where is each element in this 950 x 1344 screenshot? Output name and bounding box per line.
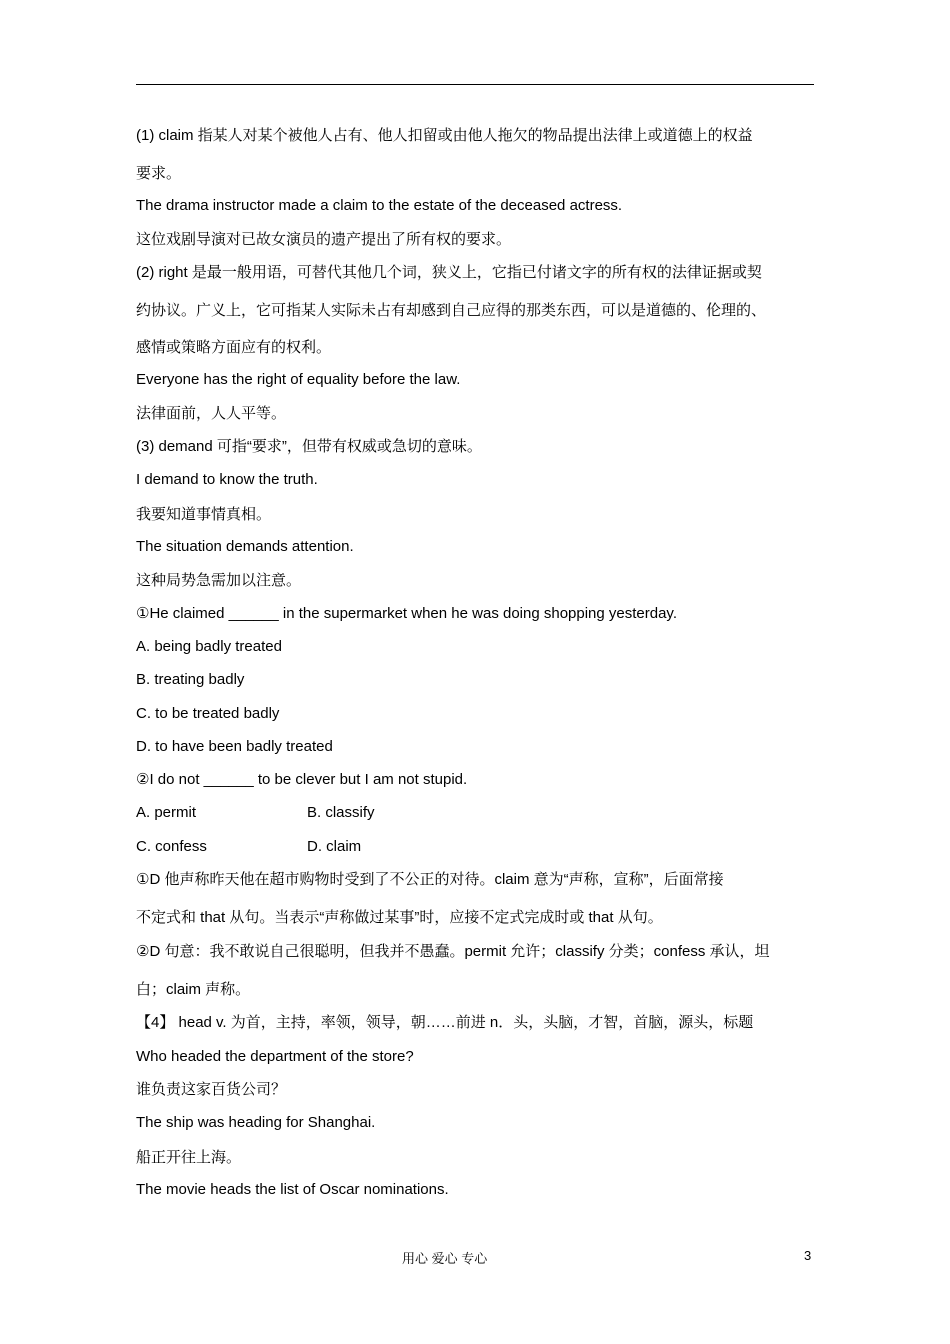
text-line: (1) claim 指某人对某个被他人占有、他人扣留或由他人拖欠的物品提出法律上或道德上的权益 <box>136 127 753 144</box>
text-line: 约协议。广义上，它可指某人实际未占有却感到自己应得的那类东西，可以是道德的、伦理的、 <box>136 302 767 319</box>
text-line: 谁负责这家百货公司？ <box>136 1081 287 1098</box>
header-rule <box>136 84 814 85</box>
question-1: ①He claimed ______ in the supermarket when he was doing shopping yesterday. <box>136 605 677 622</box>
question-2-options-row <box>136 837 362 857</box>
text-line: The ship was heading for Shanghai. <box>136 1114 376 1131</box>
answer-2: ②D 句意：我不敢说自己很聪明，但我并不愚蠢。permit 允许；classify 分类；confess 承认，坦 <box>136 943 770 960</box>
text-line: 要求。 <box>136 165 182 182</box>
question-1-option-b: B. treating badly <box>136 671 245 688</box>
question-2-option-a: A. permit <box>136 804 197 821</box>
question-2-option-d: D. claim <box>307 838 362 855</box>
question-2: ②I do not ______ to be clever but I am not stupid. <box>136 771 468 788</box>
answer-1: ①D 他声称昨天他在超市购物时受到了不公正的对待。claim 意为“声称，宣称”，后面常接 <box>136 871 724 888</box>
answer-2-cont: 白；claim 声称。 <box>136 981 251 998</box>
text-line: 感情或策略方面应有的权利。 <box>136 339 332 356</box>
question-2-options-row <box>136 803 375 823</box>
text-line: The movie heads the list of Oscar nominations. <box>136 1181 449 1198</box>
section-heading: 【4】 head v. 为首，主持，率领，领导，朝……前进 n．头，头脑，才智，首脑，源头，标题 <box>136 1014 754 1031</box>
question-1-option-a: A. being badly treated <box>136 638 282 655</box>
text-line: Who headed the department of the store? <box>136 1048 414 1065</box>
text-line: I demand to know the truth. <box>136 471 318 488</box>
text-line: 这位戏剧导演对已故女演员的遗产提出了所有权的要求。 <box>136 231 512 248</box>
text-line: 我要知道事情真相。 <box>136 506 272 523</box>
question-1-option-d: D. to have been badly treated <box>136 738 333 755</box>
question-1-option-c: C. to be treated badly <box>136 705 280 722</box>
text-line: (2) right 是最一般用语，可替代其他几个词，狭义上，它指已付诸文字的所有权的法律证据或契 <box>136 264 762 281</box>
answer-1-cont: 不定式和 that 从句。当表示“声称做过某事”时，应接不定式完成时或 that 从句。 <box>136 909 663 926</box>
text-line: 船正开往上海。 <box>136 1149 242 1166</box>
text-line: Everyone has the right of equality before the law. <box>136 371 461 388</box>
question-2-option-c: C. confess <box>136 838 207 855</box>
text-line: (3) demand 可指“要求”，但带有权威或急切的意味。 <box>136 438 482 455</box>
footer-motto: 用心 爱心 专心 <box>402 1251 488 1266</box>
question-2-option-b: B. classify <box>307 804 375 821</box>
text-line: The situation demands attention. <box>136 538 354 555</box>
page-number: 3 <box>804 1248 812 1263</box>
text-line: The drama instructor made a claim to the estate of the deceased actress. <box>136 197 623 214</box>
text-line: 法律面前，人人平等。 <box>136 405 287 422</box>
text-line: 这种局势急需加以注意。 <box>136 572 302 589</box>
